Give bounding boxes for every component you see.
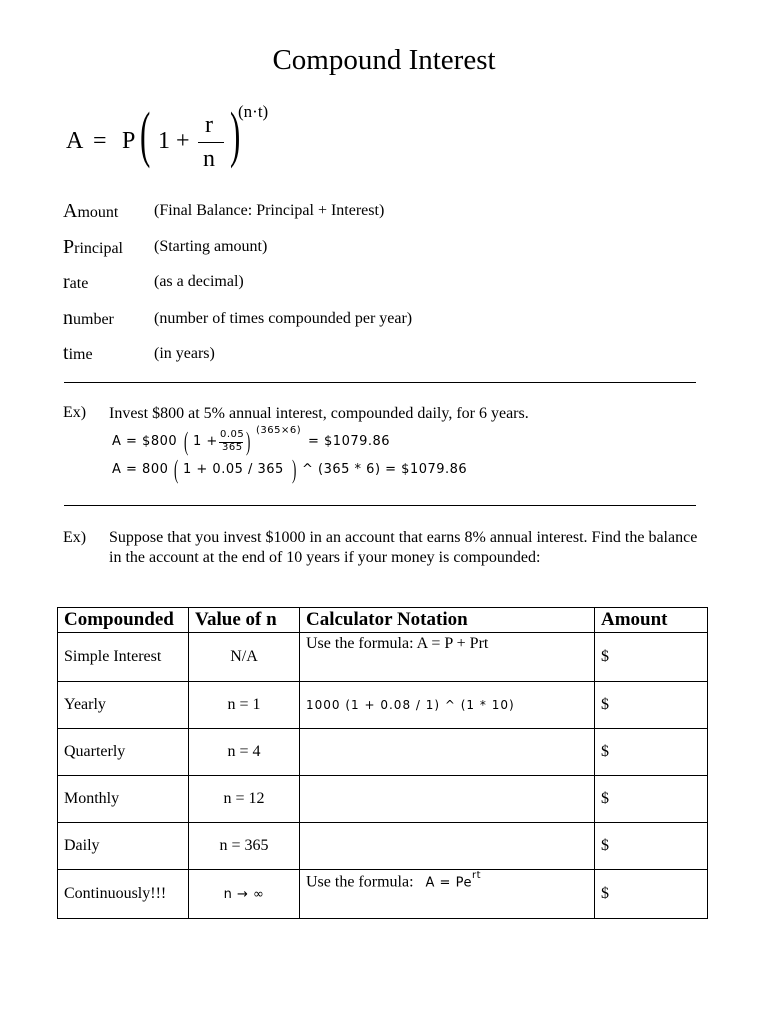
definition-desc-principal: (Starting amount) <box>154 238 268 255</box>
definition-desc-number: (number of times compounded per year) <box>154 310 413 327</box>
formula-fraction-bar <box>198 142 224 143</box>
example-1-text: Invest $800 at 5% annual interest, compounded daily, for 6 years. <box>109 405 529 422</box>
table-header-row <box>58 608 708 633</box>
example-1-label: Ex) <box>63 404 87 421</box>
cell-notation[interactable] <box>300 823 595 870</box>
ex1-exponent: (365×6) <box>256 425 302 436</box>
cell-notation[interactable] <box>300 776 595 823</box>
cell-amount[interactable]: $ <box>595 823 708 870</box>
divider <box>64 382 696 383</box>
page-title: Compound Interest <box>272 44 496 76</box>
formula-lhs: A <box>66 128 84 154</box>
divider <box>64 505 696 506</box>
example-2-text: Suppose that you invest $1000 in an account that earns 8% annual interest. Find the balance in the account at the end of 10 years if your money is compounded: <box>109 529 698 566</box>
cell-amount[interactable]: $ <box>595 870 708 919</box>
table-row <box>58 776 708 823</box>
example-1-formula-line-2 <box>112 457 512 483</box>
ex1-numerator: 0.05 <box>220 429 245 440</box>
cell-notation[interactable]: 1000 (1 + 0.08 / 1) ^ (1 * 10) <box>300 682 595 729</box>
formula-exponent: (n·t) <box>238 102 269 121</box>
ex1-line2-a: A = 800 <box>112 462 169 477</box>
table-row <box>58 870 708 919</box>
cell-amount[interactable]: $ <box>595 729 708 776</box>
notation-label: Use the formula: <box>306 873 414 891</box>
cell-compounded: Simple Interest <box>58 633 189 682</box>
definition-desc-rate: (as a decimal) <box>154 273 244 290</box>
formula-right-paren: ) <box>230 101 241 169</box>
cell-amount[interactable]: $ <box>595 633 708 682</box>
cell-amount[interactable]: $ <box>595 682 708 729</box>
definition-term-amount: Amount <box>63 200 119 222</box>
table-row <box>58 682 708 729</box>
formula-principal: P <box>122 128 136 154</box>
ex1-result: = $1079.86 <box>308 434 391 449</box>
cell-n: n = 12 <box>189 776 300 823</box>
table-row <box>58 633 708 682</box>
compounding-table <box>57 607 708 919</box>
cell-notation[interactable] <box>300 870 595 919</box>
cell-notation[interactable] <box>300 729 595 776</box>
ex1-right-paren: ) <box>246 427 251 456</box>
definition-term-number: number <box>63 307 114 329</box>
example-2-label: Ex) <box>63 529 87 546</box>
formula-numerator: r <box>205 112 213 138</box>
ex1-line2-b: ^ (365 * 6) = $1079.86 <box>302 462 468 477</box>
cell-n: n = 4 <box>189 729 300 776</box>
header-calculator-notation: Calculator Notation <box>300 608 595 633</box>
cell-n: N/A <box>189 633 300 682</box>
cell-compounded: Continuously!!! <box>58 870 189 919</box>
ex1-left-paren: ( <box>184 427 189 456</box>
cell-n: n → ∞ <box>189 870 300 919</box>
example-1-formula-line-1 <box>112 425 492 455</box>
ex1-denominator: 365 <box>222 442 243 453</box>
definition-desc-time: (in years) <box>154 345 215 362</box>
cell-n: n = 365 <box>189 823 300 870</box>
ex1-one-plus: 1 + <box>193 434 218 449</box>
cell-amount[interactable]: $ <box>595 776 708 823</box>
cell-compounded: Daily <box>58 823 189 870</box>
cell-compounded: Quarterly <box>58 729 189 776</box>
cell-compounded: Monthly <box>58 776 189 823</box>
notation-formula: A = Pe <box>425 875 472 891</box>
header-amount: Amount <box>595 608 708 633</box>
definition-term-principal: Principal <box>63 236 123 258</box>
ex1-lhs: A = $800 <box>112 434 178 449</box>
compound-interest-formula <box>66 100 306 190</box>
header-value-of-n: Value of n <box>189 608 300 633</box>
formula-denominator: n <box>203 146 215 172</box>
table-row <box>58 823 708 870</box>
cell-notation[interactable]: Use the formula: A = P + Prt <box>300 633 595 682</box>
formula-left-paren: ( <box>140 101 151 169</box>
definition-term-rate: rate <box>63 271 89 293</box>
cell-compounded: Yearly <box>58 682 189 729</box>
definition-desc-amount: (Final Balance: Principal + Interest) <box>154 202 385 219</box>
formula-one-plus: 1 + <box>158 128 190 154</box>
header-compounded: Compounded <box>58 608 189 633</box>
notation-exponent: rt <box>471 870 482 881</box>
formula-equals: = <box>93 128 107 154</box>
ex1-line2-inner: 1 + 0.05 / 365 <box>183 462 284 477</box>
ex1-line2-left-paren: ( <box>174 455 179 484</box>
ex1-line2-right-paren: ) <box>292 455 297 484</box>
table-row <box>58 729 708 776</box>
definition-term-time: time <box>63 342 93 364</box>
cell-n: n = 1 <box>189 682 300 729</box>
